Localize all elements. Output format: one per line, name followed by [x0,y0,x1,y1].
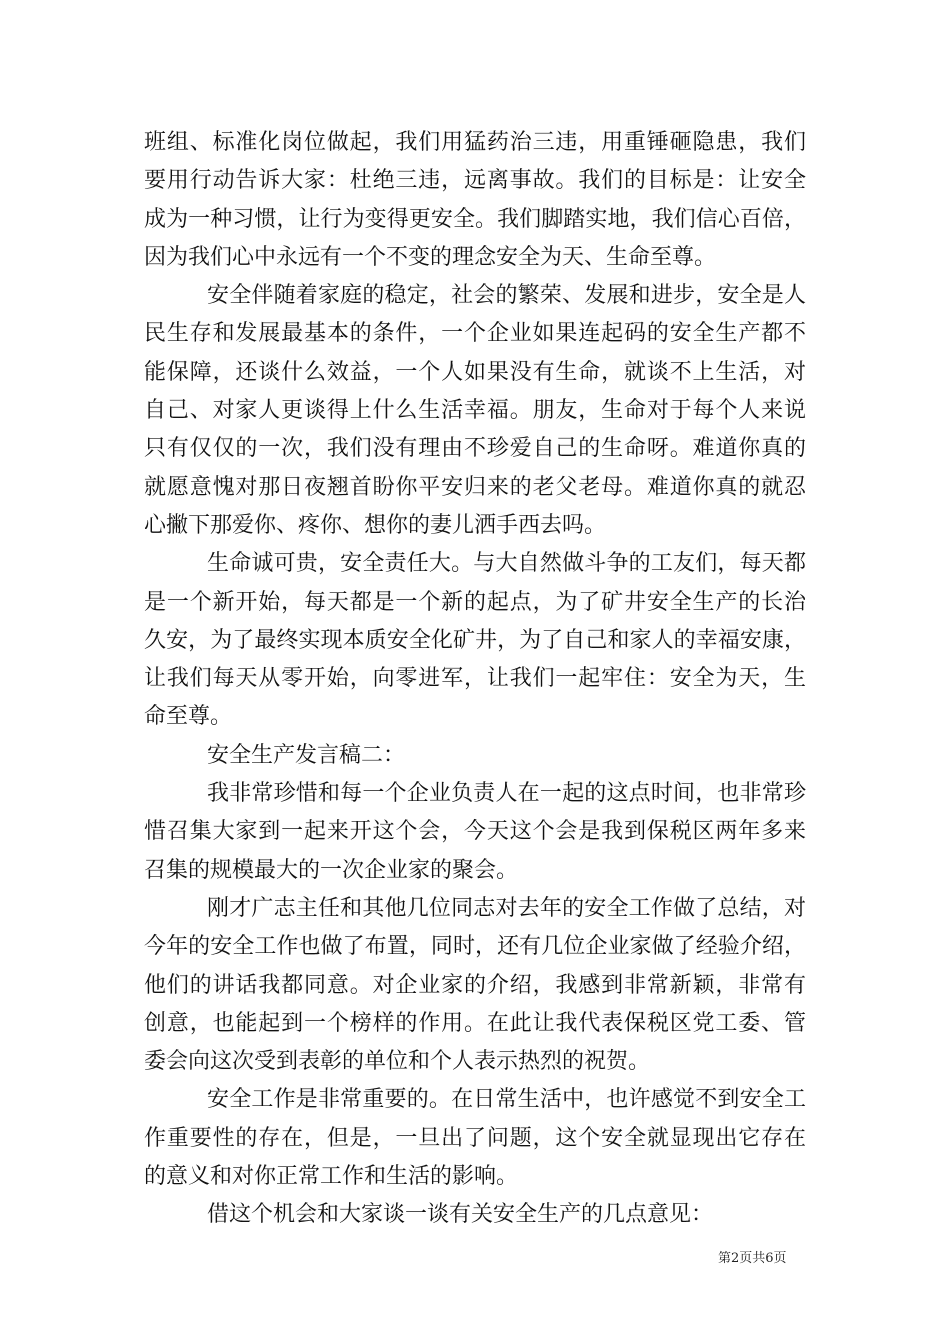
text-line: 他们的讲话我都同意。对企业家的介绍，我感到非常新颖，非常有 [144,972,806,998]
text-line: 命至尊。 [144,704,233,730]
document-body [144,124,806,1235]
text-line: 创意，也能起到一个榜样的作用。在此让我代表保税区党工委、管 [144,1010,806,1036]
text-line: 安全工作是非常重要的。在日常生活中，也许感觉不到安全工 [207,1087,806,1113]
text-line: 召集的规模最大的一次企业家的聚会。 [144,857,519,883]
text-line: 我非常珍惜和每一个企业负责人在一起的这点时间，也非常珍 [207,781,806,807]
paragraph [144,1196,806,1234]
text-line: 作重要性的存在，但是，一旦出了问题，这个安全就显现出它存在 [144,1125,806,1151]
text-line: 刚才广志主任和其他几位同志对去年的安全工作做了总结，对 [207,895,806,921]
text-line: 就愿意愧对那日夜翘首盼你平安归来的老父老母。难道你真的就忍 [144,474,806,500]
text-line: 惜召集大家到一起来开这个会，今天这个会是我到保税区两年多来 [144,819,806,845]
text-line: 要用行动告诉大家：杜绝三违，远离事故。我们的目标是：让安全 [144,168,806,194]
text-line: 只有仅仅的一次，我们没有理由不珍爱自己的生命呀。难道你真的 [144,436,806,462]
text-line: 安全伴随着家庭的稳定，社会的繁荣、发展和进步，安全是人 [207,283,806,309]
text-line: 自己、对家人更谈得上什么生活幸福。朋友，生命对于每个人来说 [144,398,806,424]
text-line: 今年的安全工作也做了布置，同时，还有几位企业家做了经验介绍， [144,934,806,960]
page-number: 第2页共6页 [718,1251,787,1266]
text-line: 因为我们心中永远有一个不变的理念安全为天、生命至尊。 [144,244,717,270]
text-line: 久安，为了最终实现本质安全化矿井，为了自己和家人的幸福安康， [144,627,806,653]
paragraph [144,124,806,277]
text-line: 委会向这次受到表彰的单位和个人表示热烈的祝贺。 [144,1049,651,1075]
paragraph [144,1081,806,1196]
text-line: 生命诚可贵，安全责任大。与大自然做斗争的工友们，每天都 [207,551,806,577]
paragraph [144,277,806,545]
text-line: 成为一种习惯，让行为变得更安全。我们脚踏实地，我们信心百倍， [144,206,806,232]
text-line: 借这个机会和大家谈一谈有关安全生产的几点意见： [207,1202,714,1228]
text-line: 心撇下那爱你、疼你、想你的妻儿洒手西去吗。 [144,512,607,538]
text-line: 的意义和对你正常工作和生活的影响。 [144,1164,519,1190]
paragraph [144,775,806,890]
text-line: 让我们每天从零开始，向零进军，让我们一起牢住：安全为天，生 [144,666,806,692]
text-line: 安全生产发言稿二： [207,742,406,768]
paragraph [144,890,806,1081]
text-line: 是一个新开始，每天都是一个新的起点，为了矿井安全生产的长治 [144,589,806,615]
paragraph [144,737,806,775]
text-line: 民生存和发展最基本的条件，一个企业如果连起码的安全生产都不 [144,321,806,347]
text-line: 班组、标准化岗位做起，我们用猛药治三违，用重锤砸隐患，我们 [144,130,806,155]
paragraph [144,545,806,736]
text-line: 能保障，还谈什么效益，一个人如果没有生命，就谈不上生活，对 [144,359,806,385]
